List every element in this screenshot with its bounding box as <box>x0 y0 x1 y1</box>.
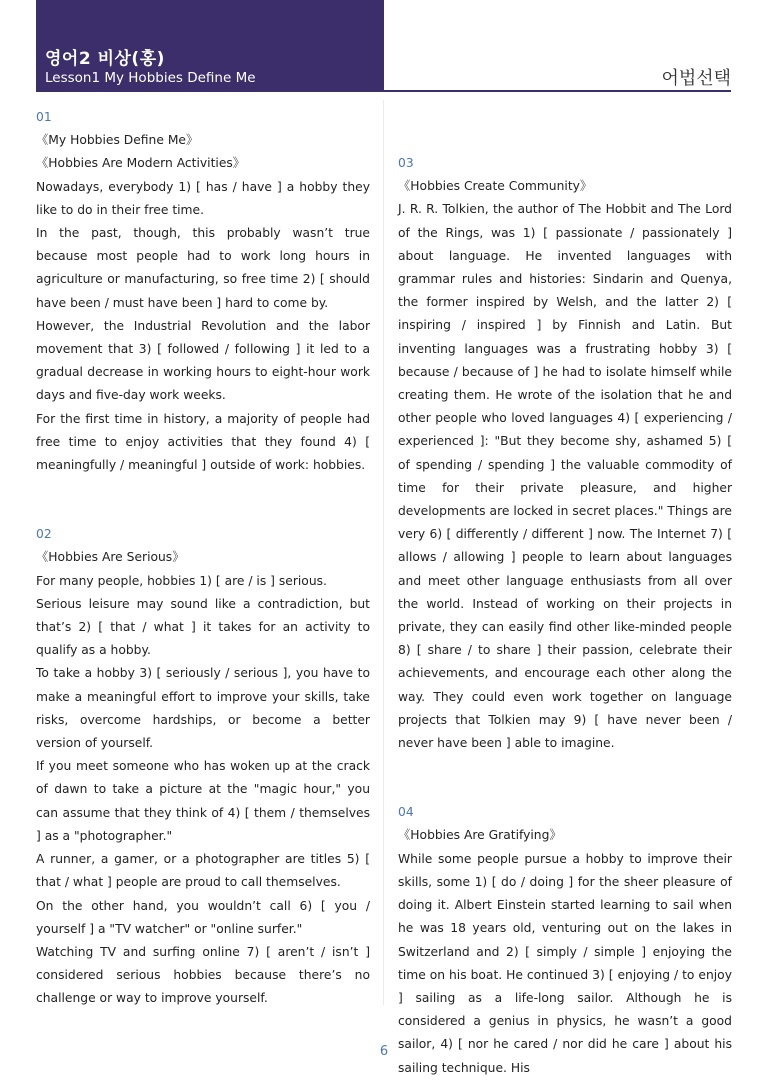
question-number: 01 <box>36 110 52 124</box>
question-number: 03 <box>398 156 414 170</box>
left-column <box>36 106 370 1011</box>
passage-paragraph: In the past, though, this probably wasn’t true because most people had to work long hours in agriculture or manufacturing, so free time 2) [ should have been / must have been ] hard to come by. <box>36 226 370 310</box>
section-label: 어법선택 <box>661 68 731 89</box>
passage-paragraph: To take a hobby 3) [ seriously / serious ], you have to make a meaningful effort to improve your skills, take risks, overcome hardships, or become a better version of yourself. <box>36 666 370 751</box>
passage-paragraph: However, the Industrial Revolution and the labor movement that 3) [ followed / following ] it led to a gradual decrease in working hours to eight-hour work days and five-day work weeks. <box>36 318 370 403</box>
passage-paragraph: On the other hand, you wouldn’t call 6) [ you / yourself ] a "TV watcher" or "online surfer." <box>36 898 370 936</box>
lesson-title: Lesson1 My Hobbies Define Me <box>45 70 256 86</box>
section-spacer <box>398 755 732 801</box>
passage-paragraph: While some people pursue a hobby to improve their skills, some 1) [ do / doing ] for the sheer pleasure of doing it. Albert Einstein started learning to sail when he was 18 years old, venturing out on the lakes in Switzerland and 2) [ simply / simple ] enjoying the time on his boat. He continued 3) [ enjoying / to enjoy ] sailing as a life-long sailor. Although he is considered a genius in physics, he wasn’t a good sailor, 4) [ nor he cared / nor did he care ] about his sailing technique. His <box>398 851 732 1075</box>
page-number: 6 <box>379 1044 389 1059</box>
passage-paragraph: Watching TV and surfing online 7) [ aren’t / isn’t ] considered serious hobbies because there’s no challenge or way to improve yourself. <box>36 944 370 1006</box>
passage-paragraph: A runner, a gamer, or a photographer are titles 5) [ that / what ] people are proud to call themselves. <box>36 852 370 890</box>
column-divider <box>383 100 384 1005</box>
right-column <box>398 106 732 1080</box>
question-number: 02 <box>36 527 52 542</box>
passage-paragraph: 《Hobbies Create Community》 <box>398 179 593 194</box>
workbook-title: 영어2 비상(홍) <box>45 49 165 69</box>
section-spacer <box>398 106 732 152</box>
passage-paragraph: 《Hobbies Are Gratifying》 <box>398 828 562 843</box>
passage-paragraph: J. R. R. Tolkien, the author of The Hobbit and The Lord of the Rings, was 1) [ passionate / passionately ] about language. He invented languages with grammar rules and histories: Sindarin and Quenya, the former inspired by Welsh, and the latter 2) [ inspiring / inspired ] by Finnish and Latin. But inventing languages was a frustrating hobby 3) [ because / because of ] he had to isolate himself while creating them. He wrote of the isolation that he and other people who loved languages 4) [ experiencing / experienced ]: "But they become shy, ashamed 5) [ of spending / spending ] the valuable commodity of time for their private pleasure, and higher developments are locked in secret places." Things are very 6) [ differently / different ] now. The Internet 7) [ allows / allowing ] people to learn about languages and meet other language enthusiasts from all over the world. Instead of working on their projects in private, they can easily find other like-minded people 8) [ share / to share ] their passion, celebrate their achievements, and encourage each other along the way. They could even work together on language projects that Tolkien may 9) [ have never been / never have been ] able to imagine. <box>398 202 732 751</box>
passage-paragraph: Serious leisure may sound like a contradiction, but that’s 2) [ that / what ] it takes for an activity to qualify as a hobby. <box>36 596 370 658</box>
section-spacer <box>36 477 370 523</box>
passage-paragraph: 《Hobbies Are Modern Activities》 <box>36 156 246 171</box>
passage-paragraph: Nowadays, everybody 1) [ has / have ] a hobby they like to do in their free time. <box>36 179 370 217</box>
passage-paragraph: If you meet someone who has woken up at the crack of dawn to take a picture at the "magic hour," you can assume that they think of 4) [ them / themselves ] as a "photographer." <box>36 759 370 843</box>
header-divider <box>36 90 731 92</box>
passage-paragraph: 《Hobbies Are Serious》 <box>36 550 185 565</box>
passage-paragraph: For many people, hobbies 1) [ are / is ] serious. <box>36 573 327 588</box>
header-banner <box>36 0 384 91</box>
passage-paragraph: For the first time in history, a majority of people had free time to enjoy activities that they found 4) [ meaningfully / meaningful ] outside of work: hobbies. <box>36 411 370 473</box>
question-number: 04 <box>398 805 414 820</box>
passage-paragraph: 《My Hobbies Define Me》 <box>36 133 199 148</box>
